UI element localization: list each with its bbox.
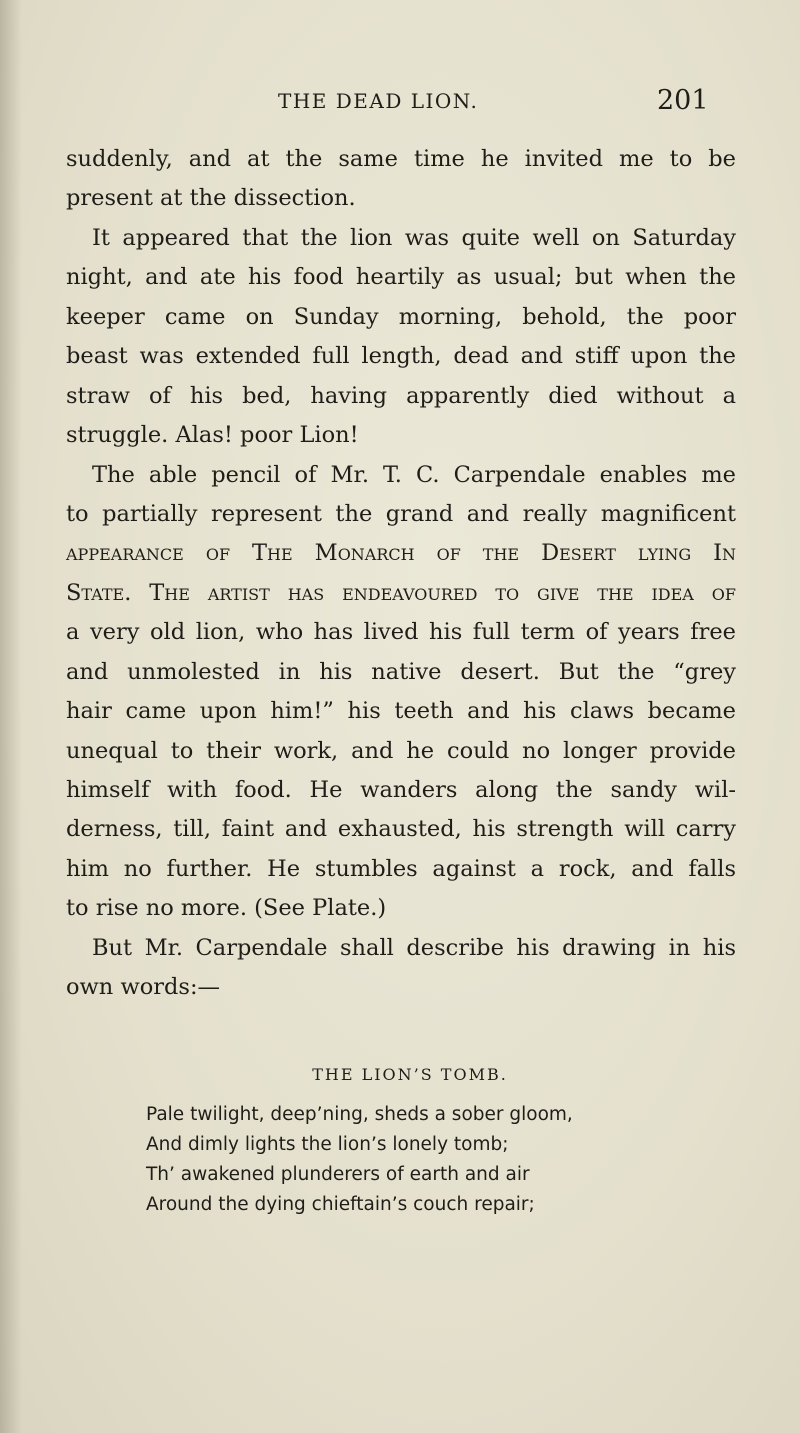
text-line: unequal to their work, and he could no longer provide (66, 737, 736, 764)
page-header (0, 85, 800, 119)
text-line: But Mr. Carpendale shall describe his drawing in his (92, 934, 736, 961)
poem-line: Around the dying chieftain’s couch repair; (146, 1194, 535, 1215)
text-line: derness, till, faint and exhausted, his strength will carry (66, 816, 736, 843)
text-line: himself with food. He wanders along the sandy wil- (66, 777, 736, 803)
running-title: THE DEAD LION. (278, 89, 479, 113)
poem (146, 1100, 746, 1220)
text-line: keeper came on Sunday morning, behold, the poor (66, 303, 736, 330)
text-line: The able pencil of Mr. T. C. Carpendale enables me (92, 461, 736, 488)
text-line: beast was extended full length, dead and stiff upon the (66, 343, 736, 370)
text-line: to rise no more. (See Plate.) (66, 895, 387, 922)
poem-title-text: THE LION’S TOMB. (312, 1065, 508, 1084)
text-line: State. The artist has endeavoured to give the idea of (66, 579, 736, 606)
binding-shadow (0, 0, 22, 1433)
text-line: and unmolested in his native desert. But the “grey (66, 658, 736, 685)
text-line: present at the dissection. (66, 185, 356, 212)
text-line: appearance of The Monarch of the Desert lying In (66, 540, 736, 567)
text-line: It appeared that the lion was quite well on Saturday (92, 224, 736, 251)
text-line: hair came upon him!” his teeth and his claws became (66, 698, 736, 725)
body-text (66, 140, 736, 1008)
text-line: straw of his bed, having apparently died without a (66, 382, 736, 409)
text-line: own words:— (66, 974, 221, 1001)
poem-line: And dimly lights the lion’s lonely tomb; (146, 1134, 509, 1155)
page-number: 201 (657, 85, 709, 116)
text-line: him no further. He stumbles against a rock, and falls (66, 855, 736, 882)
text-line: night, and ate his food heartily as usual; but when the (66, 264, 736, 291)
text-line: a very old lion, who has lived his full term of years free (66, 619, 736, 646)
poem-line: Th’ awakened plunderers of earth and air (146, 1164, 530, 1185)
text-line: struggle. Alas! poor Lion! (66, 422, 359, 449)
text-line: to partially represent the grand and really magnificent (66, 500, 736, 527)
text-line: suddenly, and at the same time he invited me to be (66, 146, 736, 172)
poem-line: Pale twilight, deep’ning, sheds a sober gloom, (146, 1104, 573, 1125)
poem-title (0, 1065, 800, 1084)
